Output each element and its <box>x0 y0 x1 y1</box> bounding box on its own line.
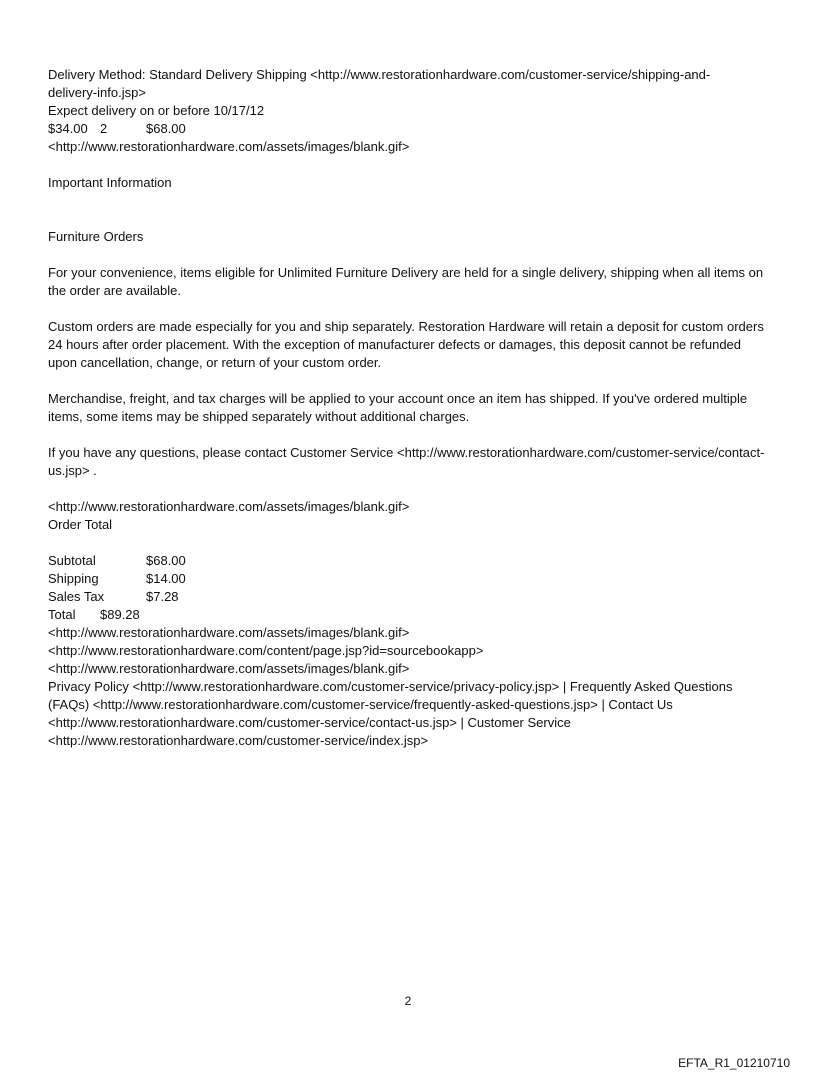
contact-paragraph: If you have any questions, please contact Customer Service <http://www.restorationhardware.com/customer-service/contact-us.jsp> . <box>48 445 765 478</box>
furniture-paragraph-3: Merchandise, freight, and tax charges will be applied to your account once an item has shipped. If you've ordered multiple items, some items may be shipped separately without additional charges. <box>48 391 748 424</box>
sales-tax-value: $7.28 <box>146 589 179 604</box>
footer-blank-image-link-2: <http://www.restorationhardware.com/assets/images/blank.gif> <box>48 661 410 676</box>
shipping-row <box>48 570 768 588</box>
furniture-orders-heading: Furniture Orders <box>48 229 144 244</box>
furniture-paragraph-2: Custom orders are made especially for you and ship separately. Restoration Hardware will retain a deposit for custom orders 24 hours after order placement. With the exception of manufacturer defects or damages, this deposit cannot be refunded upon cancellation, change, or return of your custom order. <box>48 319 764 370</box>
document-id-stamp: EFTA_R1_01210710 <box>678 1056 790 1070</box>
item-line-total: $68.00 <box>146 121 186 136</box>
shipping-label: Shipping <box>48 571 99 586</box>
important-information-heading: Important Information <box>48 175 172 190</box>
sales-tax-row <box>48 588 768 606</box>
page-number: 2 <box>404 994 412 1008</box>
subtotal-label: Subtotal <box>48 553 96 568</box>
delivery-method-line-2: delivery-info.jsp> <box>48 85 146 100</box>
total-value: $89.28 <box>100 607 140 622</box>
expected-delivery: Expect delivery on or before 10/17/12 <box>48 103 265 118</box>
total-label: Total <box>48 607 76 622</box>
sales-tax-label: Sales Tax <box>48 589 105 604</box>
item-price: $34.00 <box>48 121 88 136</box>
line-item-row <box>48 120 768 138</box>
item-quantity: 2 <box>100 121 108 136</box>
footer-navigation-links: Privacy Policy <http://www.restorationhardware.com/customer-service/privacy-policy.jsp> | Frequently Asked Questions (FAQs) <http://www.restorationhardware.com/customer-service/frequently-asked-questions.jsp> | Contact Us <http://www.restorationhardware.com/customer-service/contact-us.jsp> | Customer Service <http://www.restorationhardware.com/customer-service/index.jsp> <box>48 679 733 748</box>
furniture-paragraph-1: For your convenience, items eligible for Unlimited Furniture Delivery are held for a single delivery, shipping when all items on the order are available. <box>48 265 764 298</box>
total-row <box>48 606 768 624</box>
order-total-image-link: <http://www.restorationhardware.com/assets/images/blank.gif> <box>48 499 410 514</box>
subtotal-row <box>48 552 768 570</box>
delivery-method-line-1: Delivery Method: Standard Delivery Shipping <http://www.restorationhardware.com/customer-service/shipping-and- <box>48 67 711 82</box>
footer-blank-image-link-1: <http://www.restorationhardware.com/assets/images/blank.gif> <box>48 625 410 640</box>
order-total-heading: Order Total <box>48 517 113 532</box>
shipping-value: $14.00 <box>146 571 186 586</box>
blank-image-link: <http://www.restorationhardware.com/assets/images/blank.gif> <box>48 139 410 154</box>
email-document <box>48 66 768 750</box>
sourcebook-link: <http://www.restorationhardware.com/content/page.jsp?id=sourcebookapp> <box>48 643 484 658</box>
subtotal-value: $68.00 <box>146 553 186 568</box>
